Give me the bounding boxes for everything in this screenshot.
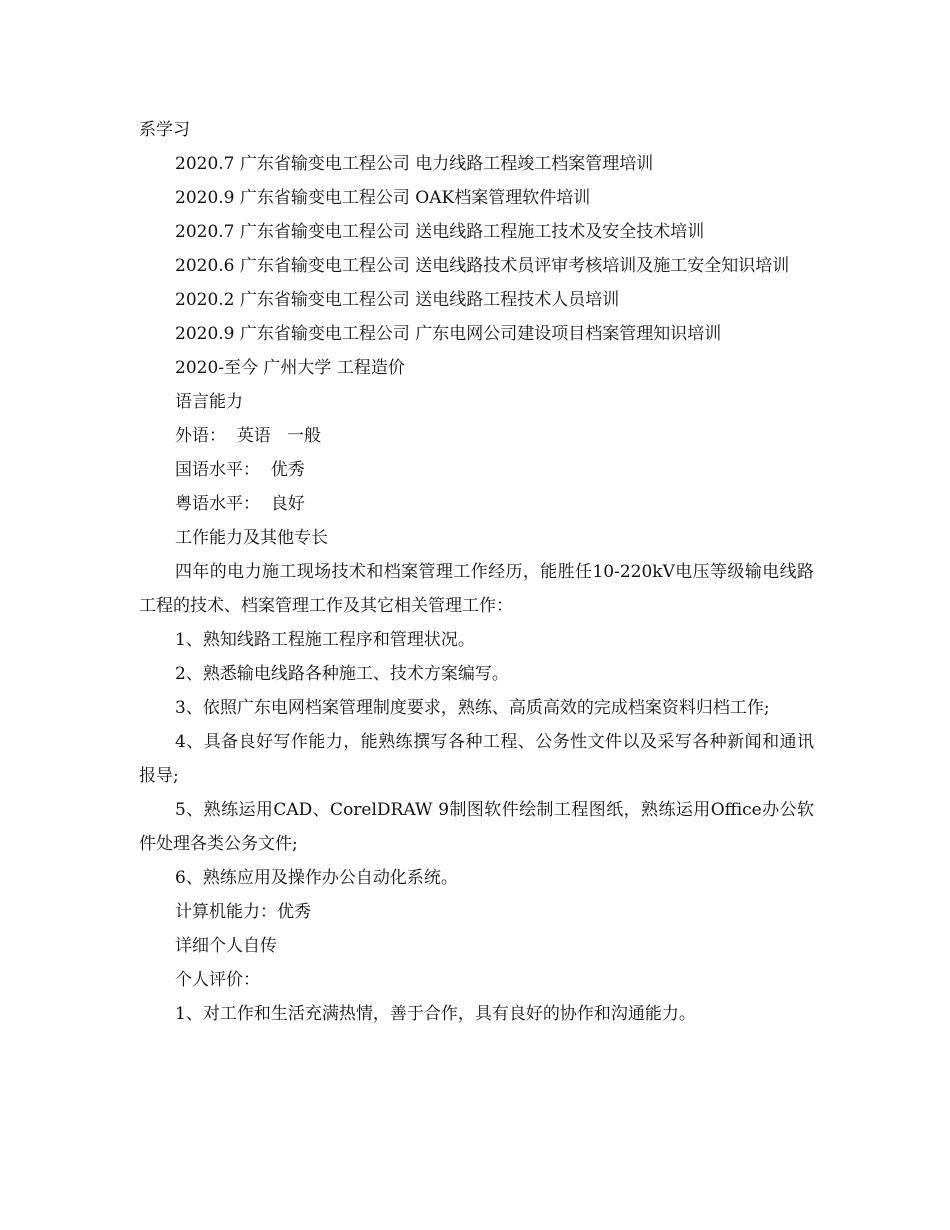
list-item: 6、熟练应用及操作办公自动化系统。: [175, 868, 458, 888]
document-body: [139, 113, 814, 1031]
section-heading: 语言能力: [175, 392, 243, 412]
section-heading: 详细个人自传: [175, 936, 277, 956]
paragraph: 2020.7 广东省输变电工程公司 电力线路工程竣工档案管理培训: [175, 154, 654, 174]
paragraph: 外语： 英语 一般: [175, 426, 322, 446]
paragraph: 2020.9 广东省输变电工程公司 OAK档案管理软件培训: [175, 188, 591, 208]
paragraph: 2020.2 广东省输变电工程公司 送电线路工程技术人员培训: [175, 290, 620, 310]
list-item: 2、熟悉输电线路各种施工、技术方案编写。: [175, 664, 509, 684]
paragraph: 个人评价：: [175, 970, 260, 990]
list-item: 3、依照广东电网档案管理制度要求，熟练、高质高效的完成档案资料归档工作;: [175, 698, 770, 718]
paragraph: 2020.9 广东省输变电工程公司 广东电网公司建设项目档案管理知识培训: [175, 324, 722, 344]
paragraph: 系学习: [139, 120, 190, 140]
list-item: 1、熟知线路工程施工程序和管理状况。: [175, 630, 475, 650]
paragraph: 四年的电力施工现场技术和档案管理工作经历，能胜任10-220kV电压等级输电线路工程的技术、档案管理工作及其它相关管理工作：: [139, 562, 814, 616]
paragraph: 计算机能力：优秀: [175, 902, 311, 922]
list-item: 1、对工作和生活充满热情，善于合作，具有良好的协作和沟通能力。: [175, 1004, 696, 1024]
paragraph: 2020.7 广东省输变电工程公司 送电线路工程施工技术及安全技术培训: [175, 222, 705, 242]
paragraph: 国语水平： 优秀: [175, 460, 305, 480]
paragraph: 2020-至今 广州大学 工程造价: [175, 358, 405, 378]
list-item: 4、具备良好写作能力，能熟练撰写各种工程、公务性文件以及采写各种新闻和通讯报导;: [139, 732, 814, 786]
paragraph: 粤语水平： 良好: [175, 494, 305, 514]
paragraph: 2020.6 广东省输变电工程公司 送电线路技术员评审考核培训及施工安全知识培训: [175, 256, 790, 276]
list-item: 5、熟练运用CAD、CorelDRAW 9制图软件绘制工程图纸，熟练运用Office办公软件处理各类公务文件;: [139, 800, 814, 854]
section-heading: 工作能力及其他专长: [175, 528, 328, 548]
